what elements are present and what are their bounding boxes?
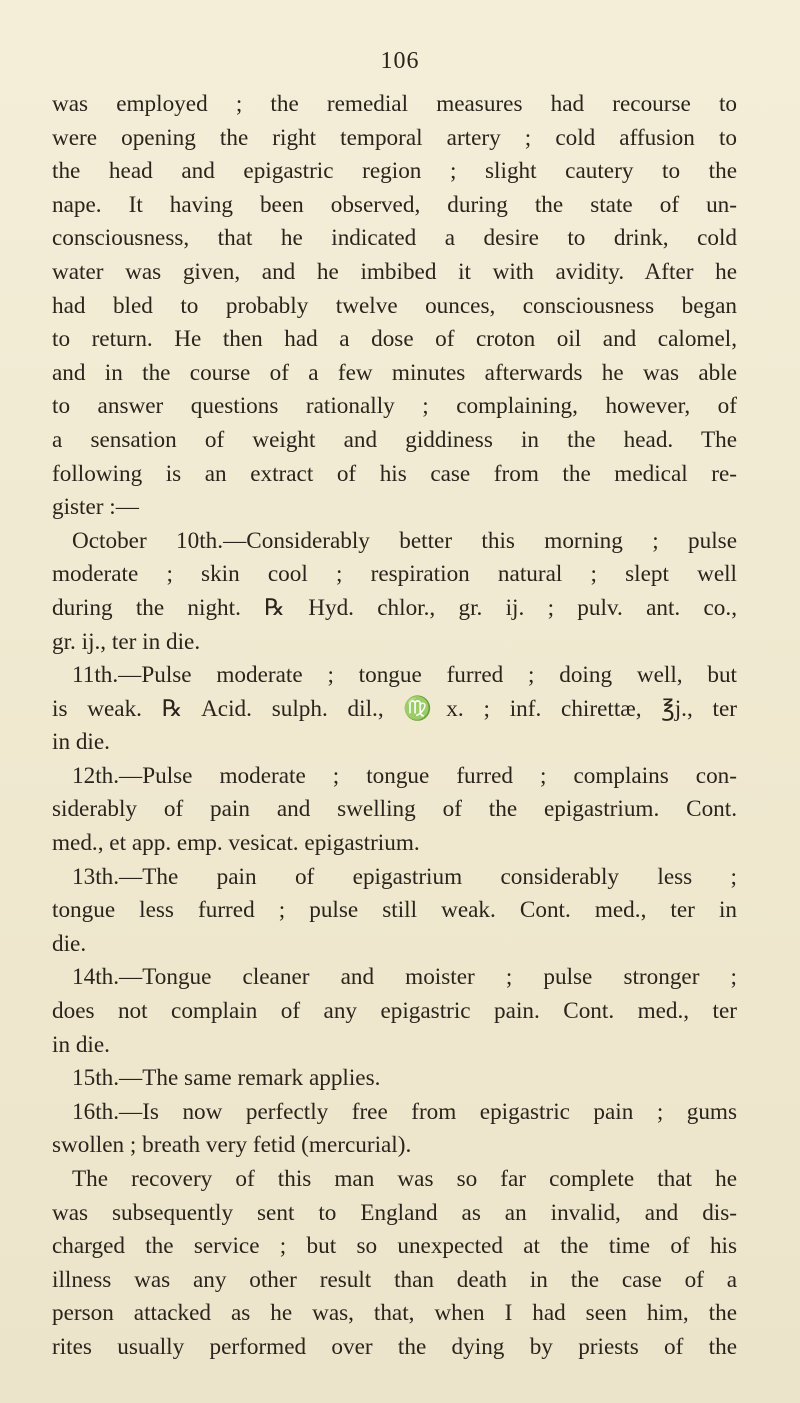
text-line: 12th.—Pulse moderate ; tongue furred ; complains con- bbox=[72, 762, 737, 789]
text-line: swollen ; breath very fetid (mercurial). bbox=[52, 1132, 412, 1159]
text-line: die. bbox=[52, 930, 87, 957]
text-line: during the night. ℞ Hyd. chlor., gr. ij. ; pulv. ant. co., bbox=[52, 594, 737, 621]
text-line: does not complain of any epigastric pain. Cont. med., ter bbox=[52, 998, 737, 1025]
text-line: The recovery of this man was so far complete that he bbox=[72, 1166, 737, 1192]
text-line: siderably of pain and swelling of the epigastrium. Cont. bbox=[52, 796, 737, 823]
text-line: nape. It having been observed, during the state of un- bbox=[52, 191, 737, 218]
text-line: rites usually performed over the dying by priests of the bbox=[52, 1333, 737, 1360]
text-line: consciousness, that he indicated a desire to drink, cold bbox=[52, 225, 737, 252]
text-line: gister :— bbox=[52, 494, 139, 521]
text-line: in die. bbox=[52, 1031, 110, 1058]
text-line: tongue less furred ; pulse still weak. Cont. med., ter in bbox=[52, 897, 737, 924]
text-line: 15th.—The same remark applies. bbox=[72, 1065, 381, 1092]
text-line: is weak. ℞ Acid. sulph. dil., ♍x. ; inf. chirettæ, ℥j., ter bbox=[52, 695, 737, 722]
text-line: gr. ij., ter in die. bbox=[52, 628, 201, 655]
page-number: 106 bbox=[380, 48, 420, 74]
text-line: October 10th.—Considerably better this morning ; pulse bbox=[72, 527, 737, 554]
text-line: 16th.—Is now perfectly free from epigastric pain ; gums bbox=[72, 1098, 737, 1125]
text-line: was subsequently sent to England as an invalid, and dis- bbox=[52, 1199, 737, 1226]
text-line: 11th.—Pulse moderate ; tongue furred ; doing well, but bbox=[72, 662, 737, 689]
text-line: the head and epigastric region ; slight cautery to the bbox=[52, 158, 737, 185]
text-line: 13th.—The pain of epigastrium considerably less ; bbox=[72, 863, 737, 890]
text-line: had bled to probably twelve ounces, consciousness began bbox=[52, 292, 737, 319]
text-line: and in the course of a few minutes afterwards he was able bbox=[52, 359, 737, 386]
text-line: charged the service ; but so unexpected at the time of his bbox=[52, 1233, 737, 1260]
text-line: person attacked as he was, that, when I had seen him, the bbox=[52, 1300, 737, 1327]
text-line: a sensation of weight and giddiness in the head. The bbox=[52, 426, 737, 453]
text-line: to answer questions rationally ; complaining, however, of bbox=[52, 393, 737, 420]
text-line: water was given, and he imbibed it with avidity. After he bbox=[52, 258, 737, 285]
text-line: med., et app. emp. vesicat. epigastrium. bbox=[52, 830, 420, 857]
text-line: illness was any other result than death in the case of a bbox=[52, 1266, 737, 1293]
text-line: were opening the right temporal artery ; cold affusion to bbox=[52, 124, 737, 151]
text-line: moderate ; skin cool ; respiration natural ; slept well bbox=[52, 561, 737, 588]
body-text bbox=[52, 88, 737, 1365]
text-line: to return. He then had a dose of croton oil and calomel, bbox=[52, 326, 737, 353]
text-line: 14th.—Tongue cleaner and moister ; pulse stronger ; bbox=[72, 964, 737, 991]
text-line: in die. bbox=[52, 729, 110, 756]
text-line: following is an extract of his case from the medical re- bbox=[52, 460, 737, 487]
text-line: was employed ; the remedial measures had recourse to bbox=[52, 91, 737, 117]
